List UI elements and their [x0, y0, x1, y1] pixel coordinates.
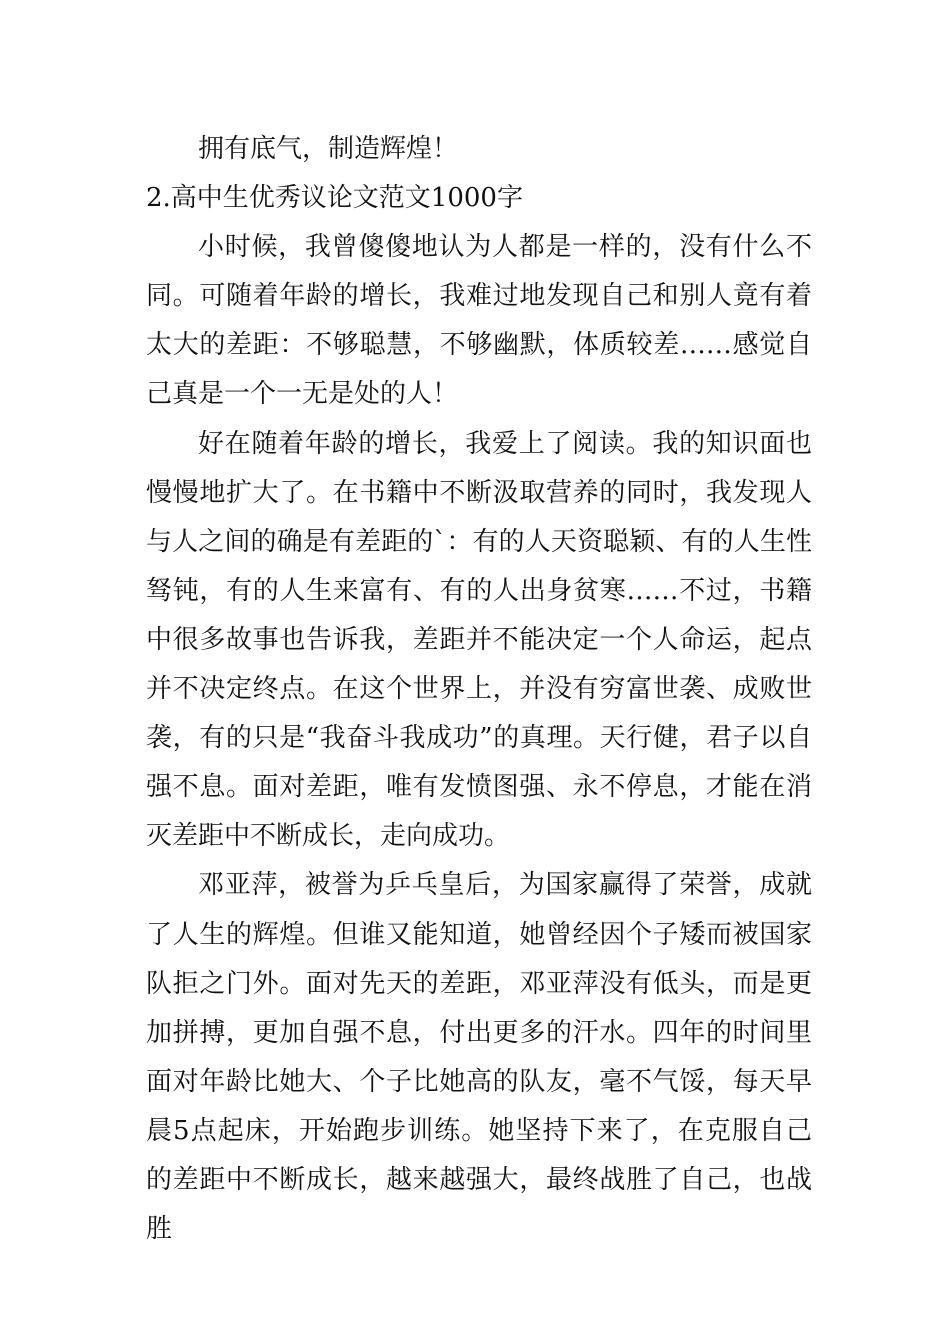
- paragraph-2: 好在随着年龄的增长，我爱上了阅读。我的知识面也慢慢地扩大了。在书籍中不断汲取营养的同时，我发现人与人之间的确是有差距的`：有的人天资聪颖、有的人生性驽钝，有的人生来富有、有的人出身贫寒……不过，书籍中很多故事也告诉我，差距并不能决定一个人命运，起点并不决定终点。在这个世界上，并没有穷富世袭、成败世袭，有的只是“我奋斗我成功”的真理。天行健，君子以自强不息。面对差距，唯有发愤图强、永不停息，才能在消灭差距中不断成长，走向成功。: [146, 428, 812, 852]
- document-body: [146, 125, 812, 1254]
- paragraph-3: 邓亚萍，被誉为乒乓皇后，为国家赢得了荣誉，成就了人生的辉煌。但谁又能知道，她曾经因个子矮而被国家队拒之门外。面对先天的差距，邓亚萍没有低头，而是更加拼搏，更加自强不息，付出更多的汗水。四年的时间里面对年龄比她大、个子比她高的队友，毫不气馁，每天早晨5点起床，开始跑步训练。她坚持下来了，在克服自己的差距中不断成长，越来越强大，最终战胜了自己，也战胜: [146, 870, 812, 1245]
- closing-line: 拥有底气，制造辉煌！: [198, 134, 459, 164]
- section-heading: 2.高中生优秀议论文范文1000字: [146, 183, 523, 214]
- paragraph-1: 小时候，我曾傻傻地认为人都是一样的，没有什么不同。可随着年龄的增长，我难过地发现自己和别人竟有着太大的差距：不够聪慧，不够幽默，体质较差……感觉自己真是一个一无是处的人！: [146, 232, 812, 410]
